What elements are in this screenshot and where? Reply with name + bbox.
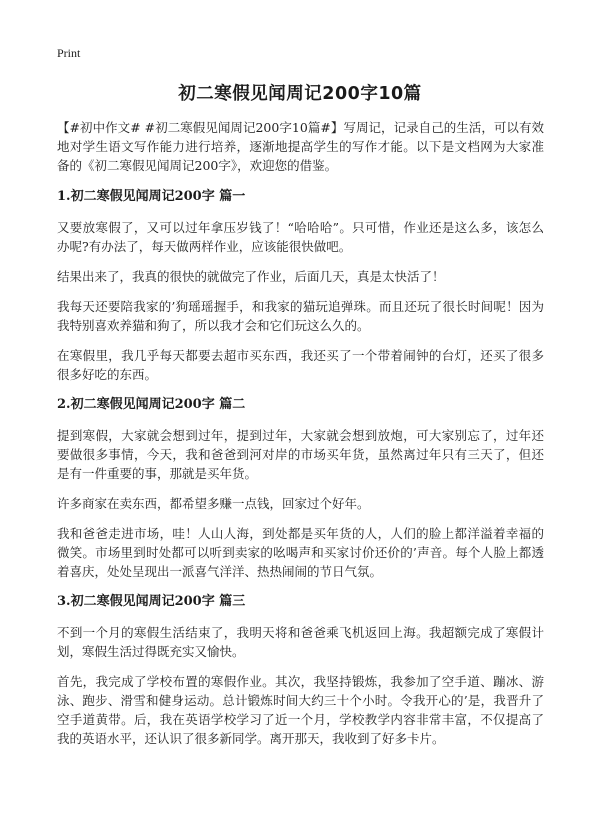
page-title: 初二寒假见闻周记200字10篇 [178, 84, 422, 104]
intro-paragraph: 【#初中作文# #初二寒假见闻周记200字10篇#】写周记，记录自己的生活，可以有效地对学生语文写作能力进行培养，逐渐地提高学生的写作才能。以下是文档网为大家准备的《初二寒假见闻周记200字》，欢迎您的借鉴。 [57, 120, 544, 173]
print-link[interactable]: Print [57, 46, 81, 60]
section-3-paragraph-2: 首先，我完成了学校布置的寒假作业。其次，我坚持锻炼，我参加了空手道、蹦冰、游泳、跑步、滑雪和健身运动。总计锻炼时间大约三十个小时。令我开心的’是，我晋升了空手道黄带。后，我在英语学校学习了近一个月，学校教学内容非常丰富，不仅提高了我的英语水平，还认识了很多新同学。离开那天，我收到了好多卡片。 [57, 674, 544, 746]
section-1-paragraph-4: 在寒假里，我几乎每天都要去超市买东西，我还买了一个带着闹钟的台灯，还买了很多很多好吃的东西。 [57, 348, 544, 382]
section-3-paragraph-1: 不到一个月的寒假生活结束了，我明天将和爸爸乘飞机返回上海。我超额完成了寒假计划，寒假生活过得既充实又愉快。 [57, 625, 544, 659]
section-1-paragraph-1: 又要放寒假了，又可以过年拿压岁钱了！“哈哈哈”。只可惜，作业还是这么多，该怎么办呢?有办法了，每天做两样作业，应该能很快做吧。 [57, 220, 544, 254]
section-heading-1: 1.初二寒假见闻周记200字 篇一 [57, 189, 246, 204]
section-heading-2: 2.初二寒假见闻周记200字 篇二 [57, 397, 246, 412]
section-heading-3: 3.初二寒假见闻周记200字 篇三 [57, 594, 246, 609]
section-1-paragraph-2: 结果出来了，我真的很快的就做完了作业，后面几天，真是太快活了！ [57, 269, 445, 284]
article-body [57, 118, 544, 759]
section-1-paragraph-3: 我每天还要陪我家的’狗瑶瑶握手，和我家的猫玩追弹珠。而且还玩了很长时间呢！因为我特别喜欢养猫和狗了，所以我才会和它们玩这么久的。 [57, 299, 544, 333]
section-2-paragraph-1: 提到寒假，大家就会想到过年，提到过年，大家就会想到放炮，可大家别忘了，过年还要做很多事情，今天，我和爸爸到河对岸的市场买年货，虽然离过年只有三天了，但还是有一件重要的事，那就是买年货。 [57, 428, 544, 481]
section-2-paragraph-3: 我和爸爸走进市场，哇！人山人海，到处都是买年货的人，人们的脸上都洋溢着幸福的微笑。市场里到时处都可以听到卖家的吆喝声和买家讨价还价的’声音。每个人脸上都透着喜庆，处处呈现出一派喜气洋洋、热热闹闹的节日气氛。 [57, 526, 544, 579]
section-2-paragraph-2: 许多商家在卖东西，都希望多赚一点钱，回家过个好年。 [57, 496, 370, 511]
